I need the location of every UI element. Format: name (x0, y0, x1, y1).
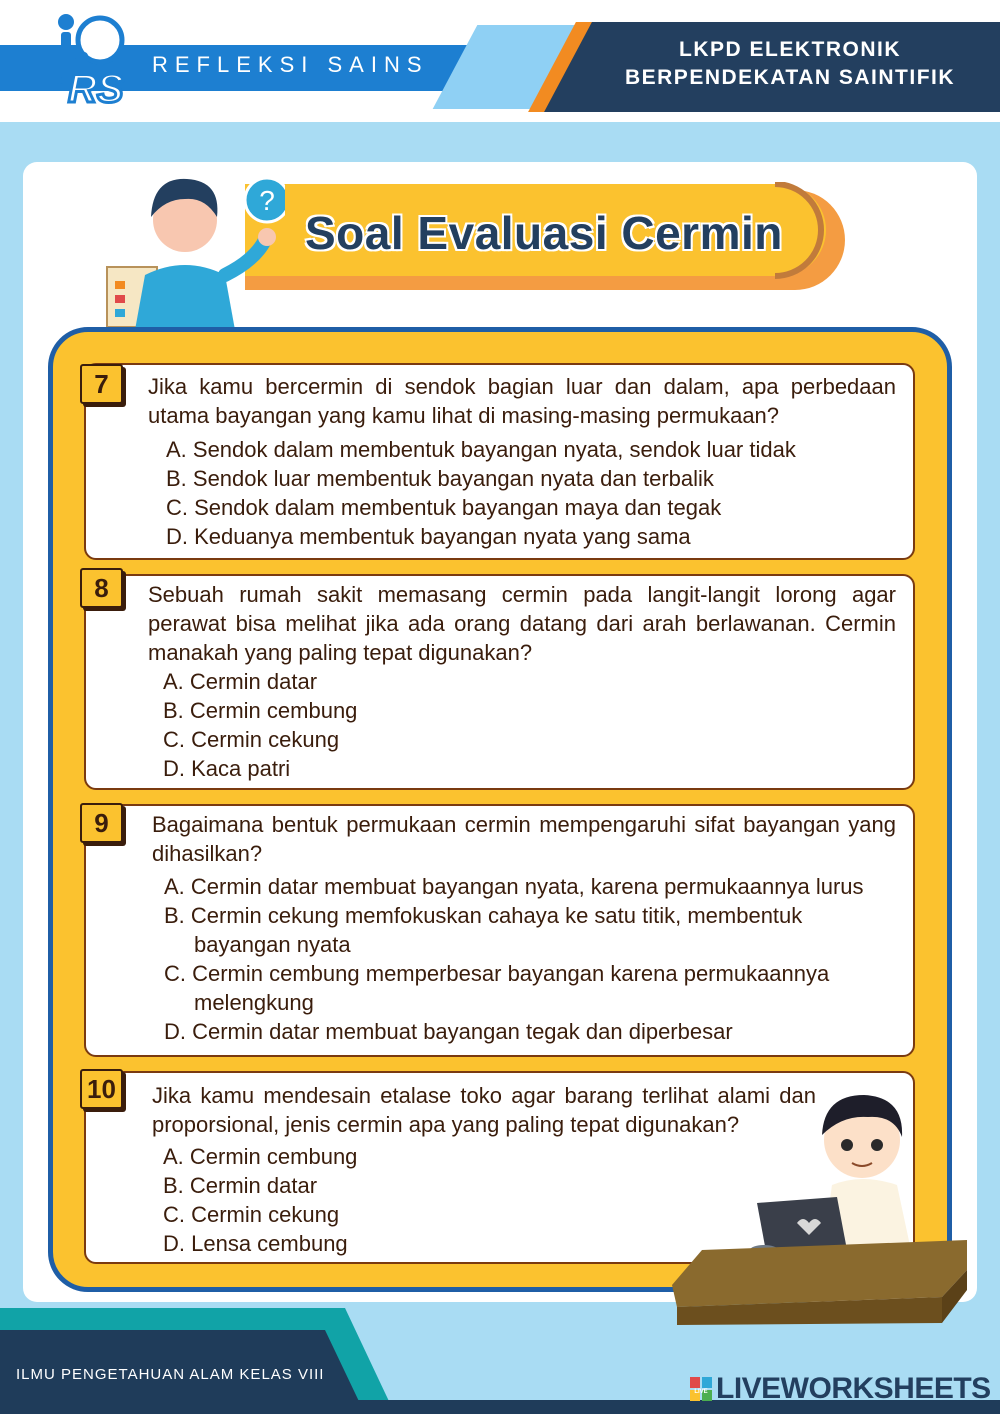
option-a[interactable]: A. Cermin datar (163, 669, 318, 694)
page-title: Soal Evaluasi Cermin (305, 207, 783, 259)
footer-subject: ILMU PENGETAHUAN ALAM KELAS VIII (16, 1366, 325, 1383)
question-number-10: 10 (80, 1069, 123, 1109)
question-7-options (166, 435, 796, 551)
brand-name: REFLEKSI SAINS (152, 52, 429, 77)
question-number-9: 9 (80, 803, 123, 843)
question-8-options (163, 667, 357, 783)
option-b[interactable]: B. Sendok luar membentuk bayangan nyata dan terbalik (166, 466, 714, 491)
option-c[interactable]: C. Cermin cekung (163, 727, 340, 752)
option-d[interactable]: D. Keduanya membentuk bayangan nyata yang sama (166, 524, 691, 549)
question-10-text: Jika kamu mendesain etalase toko agar barang terlihat alami dan proporsional, jenis cermin apa yang paling tepat digunakan? (152, 1083, 816, 1137)
question-10-options (163, 1142, 357, 1258)
logo-text: RS (68, 67, 124, 111)
question-number-8: 8 (80, 568, 123, 608)
header-title (610, 36, 970, 92)
option-d[interactable]: D. Lensa cembung (163, 1231, 348, 1256)
header-title-line2: BERPENDEKATAN SAINTIFIK (624, 66, 956, 89)
question-card-7 (84, 363, 915, 560)
liveworksheets-text: LIVEWORKSHEETS (716, 1372, 991, 1405)
question-9-options (164, 872, 864, 1046)
question-7-text: Jika kamu bercermin di sendok bagian luar dan dalam, apa perbedaan utama bayangan yang kamu lihat di masing-masing permukaan? (148, 374, 896, 428)
boy-laptop-illustration (672, 1085, 972, 1325)
option-b[interactable]: B. Cermin cembung (163, 698, 358, 723)
question-number-7: 7 (80, 364, 123, 404)
liveworksheets-logo-icon (690, 1377, 712, 1401)
question-card-9 (84, 804, 915, 1057)
header (0, 0, 1000, 122)
option-c-continued[interactable]: melengkung (194, 990, 314, 1015)
option-d[interactable]: D. Cermin datar membuat bayangan tegak dan diperbesar (164, 1019, 733, 1044)
option-c[interactable]: C. Cermin cembung memperbesar bayangan karena permukaannya (164, 961, 830, 986)
option-c[interactable]: C. Sendok dalam membentuk bayangan maya dan tegak (166, 495, 722, 520)
liveworksheets-badge-text: LIVE (694, 1389, 708, 1395)
option-d[interactable]: D. Kaca patri (163, 756, 291, 781)
question-card-8 (84, 574, 915, 790)
thinking-person-illustration (105, 165, 285, 330)
refleksi-sains-logo (30, 8, 142, 112)
option-c[interactable]: C. Cermin cekung (163, 1202, 340, 1227)
option-b-continued[interactable]: bayangan nyata (194, 932, 351, 957)
option-a[interactable]: A. Sendok dalam membentuk bayangan nyata, sendok luar tidak (166, 437, 796, 462)
option-a[interactable]: A. Cermin cembung (163, 1144, 358, 1169)
option-b[interactable]: B. Cermin datar (163, 1173, 318, 1198)
option-a[interactable]: A. Cermin datar membuat bayangan nyata, karena permukaannya lurus (164, 874, 864, 899)
question-mark-badge: ? (259, 185, 275, 216)
question-9-text: Bagaimana bentuk permukaan cermin mempengaruhi sifat bayangan yang dihasilkan? (152, 812, 896, 866)
liveworksheets-watermark (690, 1372, 991, 1406)
option-b[interactable]: B. Cermin cekung memfokuskan cahaya ke satu titik, membentuk (164, 903, 803, 928)
question-8-text: Sebuah rumah sakit memasang cermin pada langit-langit lorong agar perawat bisa melihat jika ada orang datang dari arah berlawanan. Cermin manakah yang paling tepat digunakan? (148, 582, 896, 665)
header-title-line1: LKPD ELEKTRONIK (679, 38, 901, 61)
